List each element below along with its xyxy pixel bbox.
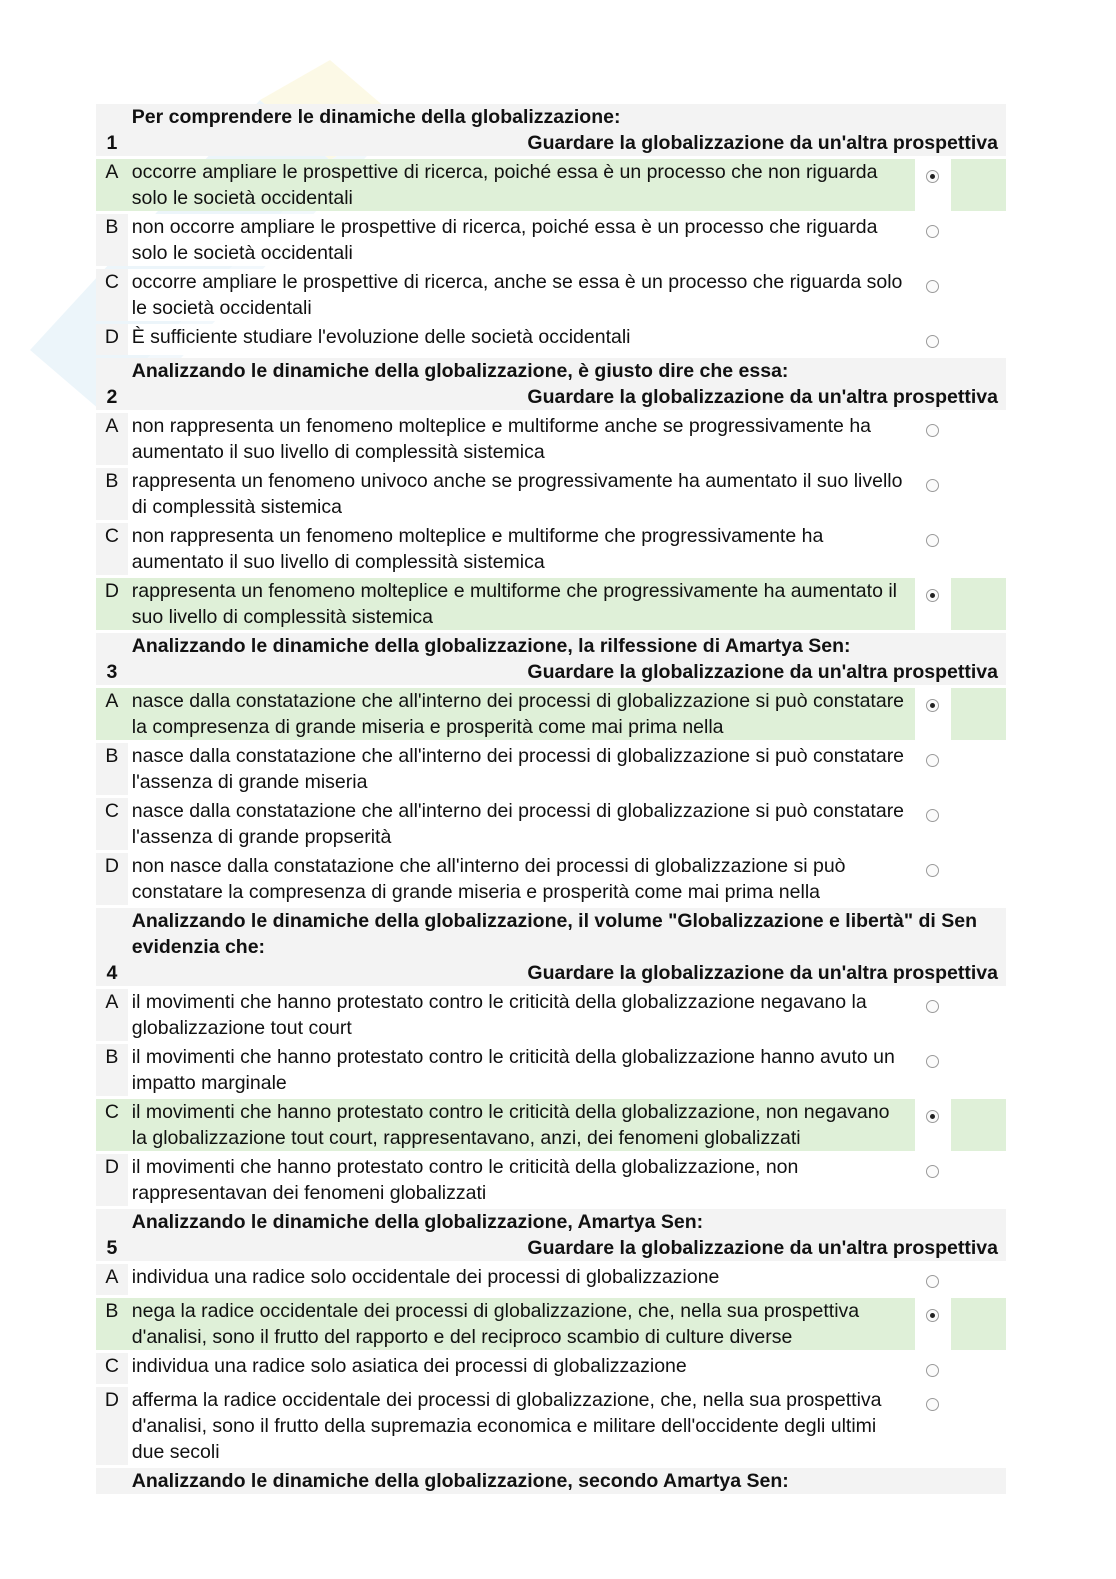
option-letter: C (96, 1353, 128, 1384)
option-text: individua una radice solo asiatica dei processi di globalizzazione (128, 1353, 915, 1384)
radio-button[interactable] (926, 1055, 939, 1068)
answer-option-row[interactable] (96, 468, 1006, 520)
question-header (128, 908, 1006, 986)
option-text: nasce dalla constatazione che all'interno dei processi di globalizzazione si può constatare l'assenza di grande miseria (128, 743, 915, 795)
radio-cell (915, 413, 951, 465)
radio-button-selected[interactable] (926, 1309, 939, 1322)
radio-button[interactable] (926, 1398, 939, 1411)
question-section: Guardare la globalizzazione da un'altra prospettiva (527, 386, 998, 408)
radio-button-selected[interactable] (926, 699, 939, 712)
question-number: 3 (96, 633, 128, 685)
option-text: il movimenti che hanno protestato contro le criticità della globalizzazione, non rappresentavan dei fenomeni globalizzati (128, 1154, 915, 1206)
option-letter: A (96, 688, 128, 740)
spacer-cell (951, 989, 1006, 1041)
option-letter: A (96, 989, 128, 1041)
answer-option-row[interactable] (96, 1044, 1006, 1096)
spacer-cell (951, 1298, 1006, 1350)
answer-option-row[interactable] (96, 743, 1006, 795)
option-letter: B (96, 1298, 128, 1350)
option-letter: D (96, 1154, 128, 1206)
option-text: non nasce dalla constatazione che all'interno dei processi di globalizzazione si può constatare la compresenza di grande miseria e prosperità come mai prima nella (128, 853, 915, 905)
answer-option-row[interactable] (96, 578, 1006, 630)
answer-option-row[interactable] (96, 1264, 1006, 1295)
question-title: Analizzando le dinamiche della globalizzazione, Amartya Sen: (131, 1211, 704, 1233)
radio-button[interactable] (926, 1000, 939, 1013)
option-text: non occorre ampliare le prospettive di ricerca, poiché essa è un processo che riguarda solo le società occidentali (128, 214, 915, 266)
radio-cell (915, 159, 951, 211)
question-section: Guardare la globalizzazione da un'altra prospettiva (527, 661, 998, 683)
radio-button[interactable] (926, 225, 939, 238)
option-text: nasce dalla constatazione che all'interno dei processi di globalizzazione si può constatare la compresenza di grande miseria e prosperità come mai prima nella (128, 688, 915, 740)
answer-option-row[interactable] (96, 1353, 1006, 1384)
option-text: occorre ampliare le prospettive di ricerca, anche se essa è un processo che riguarda solo le società occidentali (128, 269, 915, 321)
option-letter: A (96, 1264, 128, 1295)
spacer-cell (951, 853, 1006, 905)
radio-cell (915, 214, 951, 266)
option-letter: D (96, 324, 128, 355)
option-text: nasce dalla constatazione che all'interno dei processi di globalizzazione si può constatare l'assenza di grande propserità (128, 798, 915, 850)
option-letter: C (96, 1099, 128, 1151)
radio-button[interactable] (926, 1275, 939, 1288)
radio-cell (915, 1099, 951, 1151)
radio-cell (915, 1298, 951, 1350)
spacer-cell (951, 1154, 1006, 1206)
spacer-cell (951, 1264, 1006, 1295)
answer-option-row[interactable] (96, 1387, 1006, 1465)
question-title: Analizzando le dinamiche della globalizzazione, secondo Amartya Sen: (131, 1470, 789, 1492)
quiz-body (96, 104, 1006, 1494)
radio-button-selected[interactable] (926, 1110, 939, 1123)
question-number: 2 (96, 358, 128, 410)
answer-option-row[interactable] (96, 798, 1006, 850)
answer-option-row[interactable] (96, 214, 1006, 266)
option-letter: B (96, 743, 128, 795)
spacer-cell (951, 413, 1006, 465)
radio-button[interactable] (926, 809, 939, 822)
spacer-cell (951, 1387, 1006, 1465)
answer-option-row[interactable] (96, 269, 1006, 321)
spacer-cell (951, 578, 1006, 630)
question-number: 4 (96, 908, 128, 986)
question-number (96, 1468, 128, 1494)
radio-cell (915, 269, 951, 321)
option-text: il movimenti che hanno protestato contro le criticità della globalizzazione, non negavano la globalizzazione tout court, rappresentavano, anzi, dei fenomeni globalizzati (128, 1099, 915, 1151)
question-title: Analizzando le dinamiche della globalizzazione, è giusto dire che essa: (131, 360, 789, 382)
radio-cell (915, 1264, 951, 1295)
question-header (128, 1468, 1006, 1494)
question-number: 1 (96, 104, 128, 156)
radio-cell (915, 688, 951, 740)
answer-option-row[interactable] (96, 853, 1006, 905)
option-text: occorre ampliare le prospettive di ricerca, poiché essa è un processo che non riguarda solo le società occidentali (128, 159, 915, 211)
spacer-cell (951, 159, 1006, 211)
question-title: Analizzando le dinamiche della globalizzazione, la rilfessione di Amartya Sen: (131, 635, 851, 657)
spacer-cell (951, 798, 1006, 850)
answer-option-row[interactable] (96, 1298, 1006, 1350)
radio-button[interactable] (926, 1364, 939, 1377)
radio-cell (915, 523, 951, 575)
radio-cell (915, 743, 951, 795)
radio-cell (915, 1353, 951, 1384)
radio-cell (915, 468, 951, 520)
radio-button[interactable] (926, 534, 939, 547)
radio-cell (915, 1154, 951, 1206)
radio-button[interactable] (926, 864, 939, 877)
question-section: Guardare la globalizzazione da un'altra prospettiva (527, 962, 998, 984)
question-header (128, 358, 1006, 410)
radio-cell (915, 1387, 951, 1465)
question-header (128, 1209, 1006, 1261)
answer-option-row[interactable] (96, 688, 1006, 740)
answer-option-row[interactable] (96, 523, 1006, 575)
radio-button[interactable] (926, 424, 939, 437)
option-text: il movimenti che hanno protestato contro le criticità della globalizzazione hanno avuto un impatto marginale (128, 1044, 915, 1096)
option-text: non rappresenta un fenomeno molteplice e multiforme che progressivamente ha aumentato il suo livello di complessità sistemica (128, 523, 915, 575)
option-text: non rappresenta un fenomeno molteplice e multiforme anche se progressivamente ha aumentato il suo livello di complessità sistemica (128, 413, 915, 465)
option-letter: B (96, 1044, 128, 1096)
radio-button[interactable] (926, 335, 939, 348)
question-header-row (96, 908, 1006, 986)
option-text: individua una radice solo occidentale dei processi di globalizzazione (128, 1264, 915, 1295)
spacer-cell (951, 1044, 1006, 1096)
option-letter: B (96, 468, 128, 520)
radio-cell (915, 989, 951, 1041)
option-letter: D (96, 1387, 128, 1465)
question-header (128, 104, 1006, 156)
option-text: il movimenti che hanno protestato contro le criticità della globalizzazione negavano la globalizzazione tout court (128, 989, 915, 1041)
spacer-cell (951, 468, 1006, 520)
radio-cell (915, 578, 951, 630)
option-letter: D (96, 853, 128, 905)
option-letter: C (96, 269, 128, 321)
radio-cell (915, 853, 951, 905)
radio-button[interactable] (926, 280, 939, 293)
question-header-row (96, 104, 1006, 156)
question-header-row (96, 1209, 1006, 1261)
answer-option-row[interactable] (96, 159, 1006, 211)
option-letter: B (96, 214, 128, 266)
option-letter: C (96, 798, 128, 850)
radio-cell (915, 798, 951, 850)
question-title: Analizzando le dinamiche della globalizzazione, il volume "Globalizzazione e libertà" di Sen evidenzia che: (131, 910, 977, 958)
spacer-cell (951, 743, 1006, 795)
option-text: rappresenta un fenomeno molteplice e multiforme che progressivamente ha aumentato il suo livello di complessità sistemica (128, 578, 915, 630)
spacer-cell (951, 324, 1006, 355)
question-title: Per comprendere le dinamiche della globalizzazione: (131, 106, 621, 128)
question-header-row (96, 358, 1006, 410)
answer-option-row[interactable] (96, 1154, 1006, 1206)
spacer-cell (951, 1353, 1006, 1384)
question-section: Guardare la globalizzazione da un'altra prospettiva (527, 1237, 998, 1259)
question-header (128, 633, 1006, 685)
question-header-row (96, 1468, 1006, 1494)
radio-button-selected[interactable] (926, 589, 939, 602)
option-text: rappresenta un fenomeno univoco anche se progressivamente ha aumentato il suo livello di complessità sistemica (128, 468, 915, 520)
option-letter: A (96, 159, 128, 211)
spacer-cell (951, 688, 1006, 740)
answer-option-row[interactable] (96, 989, 1006, 1041)
spacer-cell (951, 1099, 1006, 1151)
answer-option-row[interactable] (96, 413, 1006, 465)
option-text: È sufficiente studiare l'evoluzione delle società occidentali (128, 324, 915, 355)
question-section: Guardare la globalizzazione da un'altra prospettiva (527, 132, 998, 154)
spacer-cell (951, 214, 1006, 266)
radio-button[interactable] (926, 754, 939, 767)
option-letter: C (96, 523, 128, 575)
answer-option-row[interactable] (96, 1099, 1006, 1151)
spacer-cell (951, 523, 1006, 575)
option-text: afferma la radice occidentale dei processi di globalizzazione, che, nella sua prospettiva d'analisi, sono il frutto della supremazia economica e militare dell'occidente degli ultimi due secoli (128, 1387, 915, 1465)
quiz-table (96, 101, 1006, 1497)
option-letter: A (96, 413, 128, 465)
radio-cell (915, 324, 951, 355)
option-letter: D (96, 578, 128, 630)
radio-cell (915, 1044, 951, 1096)
question-number: 5 (96, 1209, 128, 1261)
spacer-cell (951, 269, 1006, 321)
radio-button[interactable] (926, 1165, 939, 1178)
question-header-row (96, 633, 1006, 685)
answer-option-row[interactable] (96, 324, 1006, 355)
radio-button-selected[interactable] (926, 170, 939, 183)
radio-button[interactable] (926, 479, 939, 492)
option-text: nega la radice occidentale dei processi di globalizzazione, che, nella sua prospettiva d'analisi, sono il frutto del rapporto e del reciproco scambio di culture diverse (128, 1298, 915, 1350)
